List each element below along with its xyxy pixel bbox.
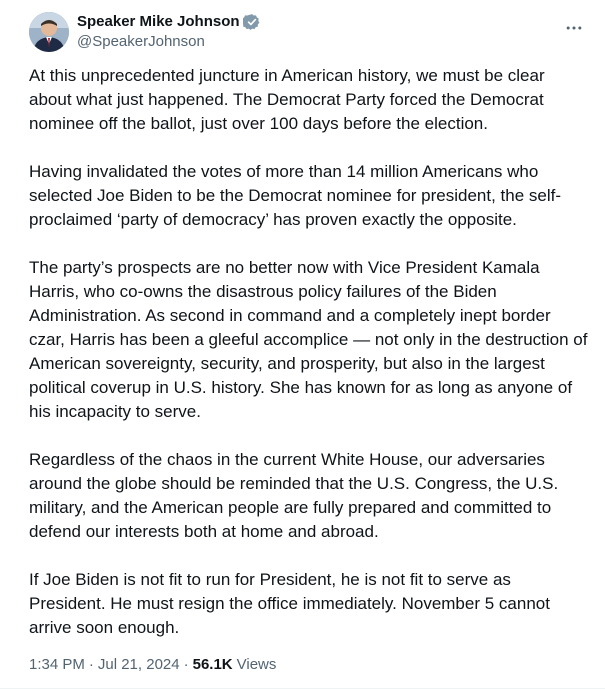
author-name-row[interactable] (77, 12, 261, 32)
tweet-date[interactable]: Jul 21, 2024 (97, 656, 180, 673)
tweet-paragraph: The party’s prospects are no better now with Vice President Kamala Harris, who co-owns the disastrous policy failures of the Biden Administration. As second in command and a completely inept border czar, Harris has been a gleeful accomplice — not only in the destruction of American sovereignty, security, and prosperity, but also in the largest political coverup in U.S. history. She has known for as long as anyone of his incapacity to serve. (29, 258, 588, 421)
tweet-paragraph: If Joe Biden is not fit to run for President, he is not fit to serve as President. He must resign the office immediately. November 5 cannot arrive soon enough. (29, 570, 550, 637)
views-count[interactable]: 56.1K (192, 656, 233, 673)
avatar-image (29, 12, 69, 52)
tweet-paragraph: Having invalidated the votes of more than 14 million Americans who selected Joe Biden to be the Democrat nominee for president, the self-proclaimed ‘party of democracy’ has proven exactly the opposite. (29, 162, 562, 229)
views-label: Views (236, 656, 277, 673)
tweet-header (29, 10, 589, 54)
tweet-text (29, 64, 589, 664)
tweet-meta (29, 655, 276, 675)
meta-separator: · (88, 656, 94, 673)
author-handle[interactable]: @SpeakerJohnson (77, 33, 205, 50)
verified-badge-icon (243, 13, 261, 31)
tweet-paragraph: At this unprecedented juncture in American history, we must be clear about what just happened. The Democrat Party forced the Democrat nominee off the ballot, just over 100 days before the election. (29, 66, 545, 133)
avatar[interactable] (29, 12, 69, 52)
tweet-time[interactable]: 1:34 PM (29, 656, 85, 673)
meta-separator: · (183, 656, 189, 673)
more-horizontal-icon[interactable] (559, 16, 589, 40)
author-names (77, 12, 261, 52)
tweet-paragraph: Regardless of the chaos in the current White House, our adversaries around the globe should be reminded that the U.S. Congress, the U.S. military, and the American people are fully prepared and committed to defend our interests both at home and abroad. (29, 450, 559, 541)
author-name[interactable]: Speaker Mike Johnson (77, 13, 240, 30)
